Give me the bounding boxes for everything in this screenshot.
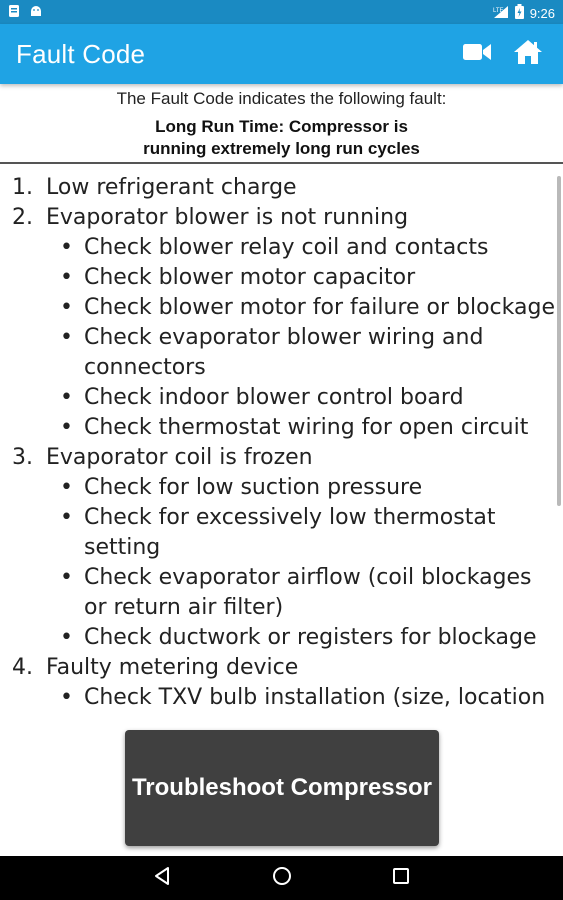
cause-label: Evaporator blower is not running — [46, 205, 409, 230]
back-icon — [153, 866, 171, 890]
recents-icon — [392, 867, 410, 889]
cause-number: 3. — [12, 445, 33, 470]
home-circle-icon — [272, 866, 292, 890]
battery-icon — [515, 4, 524, 23]
bullet-icon: • — [60, 565, 73, 590]
android-icon — [29, 4, 43, 22]
check-item — [0, 563, 563, 623]
bullet-icon: • — [60, 415, 73, 440]
cause-label: Low refrigerant charge — [46, 175, 297, 200]
svg-text:LTE: LTE — [492, 7, 504, 14]
cause-item — [0, 443, 563, 473]
system-icons — [493, 4, 555, 23]
cause-list[interactable] — [0, 166, 563, 730]
cause-number: 2. — [12, 205, 33, 230]
check-label: Check blower motor capacitor — [84, 265, 416, 290]
check-label: Check for excessively low thermostat setting — [84, 505, 496, 560]
check-label: Check evaporator airflow (coil blockages or return air filter) — [84, 565, 532, 620]
cause-number: 4. — [12, 655, 33, 680]
cause-item — [0, 173, 563, 203]
bullet-icon: • — [60, 505, 73, 530]
home-icon — [513, 39, 543, 69]
fault-description-line1: Long Run Time: Compressor is — [155, 117, 408, 136]
fault-description-line2: running extremely long run cycles — [143, 139, 420, 158]
check-item — [0, 293, 563, 323]
check-item — [0, 233, 563, 263]
cause-label: Faulty metering device — [46, 655, 299, 680]
check-item — [0, 473, 563, 503]
bullet-icon: • — [60, 265, 73, 290]
home-button[interactable] — [511, 38, 545, 70]
recents-button[interactable] — [387, 864, 415, 892]
check-label: Check TXV bulb installation (size, location — [84, 685, 546, 710]
cause-number: 1. — [12, 175, 33, 200]
signal-lte-icon — [493, 5, 509, 23]
page-title: Fault Code — [16, 39, 146, 69]
check-item — [0, 383, 563, 413]
scrollbar[interactable] — [557, 176, 561, 506]
bullet-icon: • — [60, 385, 73, 410]
video-camera-icon — [462, 42, 492, 66]
check-label: Check thermostat wiring for open circuit — [84, 415, 529, 440]
check-item — [0, 623, 563, 653]
cause-item — [0, 653, 563, 683]
check-item — [0, 683, 563, 713]
clock: 9:26 — [529, 5, 555, 21]
check-label: Check for low suction pressure — [84, 475, 423, 500]
check-item — [0, 413, 563, 443]
status-bar — [0, 0, 563, 24]
bullet-icon: • — [60, 625, 73, 650]
video-button[interactable] — [460, 38, 494, 70]
notification-icons — [8, 4, 43, 22]
app-bar — [0, 24, 563, 84]
check-item — [0, 503, 563, 563]
back-button[interactable] — [148, 864, 176, 892]
check-label: Check blower relay coil and contacts — [84, 235, 489, 260]
check-item — [0, 263, 563, 293]
fault-intro: The Fault Code indicates the following fault: — [116, 89, 447, 108]
home-nav-button[interactable] — [268, 864, 296, 892]
check-label: Check ductwork or registers for blockage — [84, 625, 537, 650]
fault-description — [0, 116, 563, 160]
check-label: Check evaporator blower wiring and connectors — [84, 325, 484, 380]
bullet-icon: • — [60, 235, 73, 260]
document-icon — [8, 4, 20, 22]
check-label: Check blower motor for failure or blockage — [84, 295, 555, 320]
navigation-bar — [0, 856, 563, 900]
cause-item — [0, 203, 563, 233]
cause-label: Evaporator coil is frozen — [46, 445, 313, 470]
check-label: Check indoor blower control board — [84, 385, 464, 410]
bullet-icon: • — [60, 325, 73, 350]
troubleshoot-compressor-button[interactable]: Troubleshoot Compressor — [125, 730, 439, 846]
bullet-icon: • — [60, 295, 73, 320]
fault-header — [0, 84, 563, 164]
bullet-icon: • — [60, 685, 73, 710]
bullet-icon: • — [60, 475, 73, 500]
check-item — [0, 323, 563, 383]
